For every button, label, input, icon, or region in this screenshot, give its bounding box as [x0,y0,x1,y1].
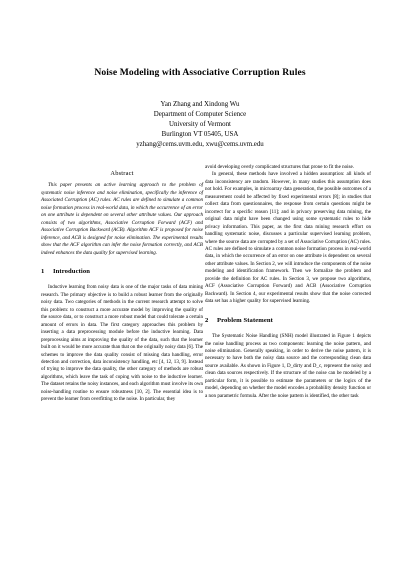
abstract [41,170,203,257]
section-2-paragraph: The Systematic Noise Handling (SNH) model illustrated in Figure 1 depicts the noise handling process as two components: learning the noise pattern, and noise elimination. Generally speaking, in order to derive the noise pattern, it is necessary to have both the noisy data source and the corresponding clean data source available. As shown in Figure 1, D_dirty and D_c, represent the noisy and clean data sources respectively. If the structure of the noise can be modeled by a particular form, it is possible to estimate the parameters or the logics of the model, depending on whether the model encodes a probability density function or a non parametric formula. After the noise pattern is identified, the other task [205,333,371,399]
right-paragraph-1: avoid developing overly complicated structures that prone to fit the noise. [205,164,354,170]
right-paragraph-2: In general, these methods have involved a hidden assumption: all kinds of data inconsistency are random. However, in many studies this assumption does not hold. For examples, in microarray data generation, the possible outcomes of a measurement could be affected by fixed experimental errors [8]; in studies that collect data from questionnaires, the response from certain questions might be incorrect for a specific reason [11]; and in privacy preserving data mining, the original data might have been changed using some systematic rules to hide privacy information. This paper, as the first data mining research effort on handling systematic noise, discusses a particular supervised learning problem, where the source data are corrupted by a set of Associative Corruption (AC) rules. AC rules are defined to simulate a common noise formation process in real-world data, in which the occurrence of an error on one attribute is dependent on several other attribute values. In Section 2, we will introduce the components of the noise modeling and identification framework. Then we formalize the problem and provide the definition for AC rules. In Section 3, we propose two algorithms, ACF (Associative Corruption Forward) and ACB (Associative Corruption Backward). In Section 4, our experimental results show that the noise corrected data set has a higher quality for supervised learning. [205,171,371,305]
section-1-title: Introduction [53,267,90,275]
author-block [0,100,400,150]
author-emails: yzhang@cems.uvm.edu, xwu@cems.uvm.edu [136,141,264,148]
section-1-paragraph: Inductive learning from noisy data is one of the major tasks of data mining research. The primary objective is to build a robust learner from the originally noisy data. Two categories of methods in the current research attempt to solve this problem: to construct a more accurate model by improving the quality of the source data, or to construct a more robust model that could tolerate a certain amount of errors in data. The first category approaches this problem by inserting a data preprocessing module before the inductive learning. Data preprocessing aims at improving the quality of the data, such that the learner built on it would be more accurate than that on the originally noisy data [6]. The schemes to improve the data quality consist of missing data handling, error detection and correction, data inconsistency handling, etc [4, 12, 13, 9]. Instead of trying to improve the data quality, the other category of methods are robust algorithms, which leave the task of coping with noise to the inductive learner. The dataset retains the noisy instances, and each algorithm must involve its own noise-handling routine to ensure robustness [10, 2]. The essential idea is to prevent the learner from overfitting to the noise. In particular, they [41,284,203,403]
left-column [41,170,203,404]
author-university: University of Vermont [169,121,231,128]
paper-title: Noise Modeling with Associative Corruption Rules [94,67,306,78]
section-2-title: Problem Statement [217,316,273,324]
section-2-heading [205,317,371,324]
abstract-text: This paper presents an active learning approach to the problem of systematic noise inference and noise elimination, specifically the inference of Associated Corruption (AC) rules. AC rules are defined to simulate a common noise formation process in real-world data, in which the occurrence of an error on one attribute is dependent on several other attribute values. Our approach consists of two algorithms, Associative Corruption Forward (ACF) and Associative Corruption Backward (ACB). Algorithm ACF is proposed for noise inference, and ACB is designed for noise elimination. The experimental results show that the ACF algorithm can infer the noise formation correctly, and ACB indeed enhances the data quality for supervised learning. [41,182,203,256]
right-column [205,164,371,400]
section-1-heading [41,268,203,275]
author-names: Yan Zhang and Xindong Wu [160,101,240,108]
abstract-heading: Abstract [110,170,134,177]
author-address: Burlington VT 05405, USA [161,131,239,138]
section-2-number: 2 [205,316,209,324]
author-department: Department of Computer Science [153,111,247,118]
section-1-number: 1 [41,267,45,275]
